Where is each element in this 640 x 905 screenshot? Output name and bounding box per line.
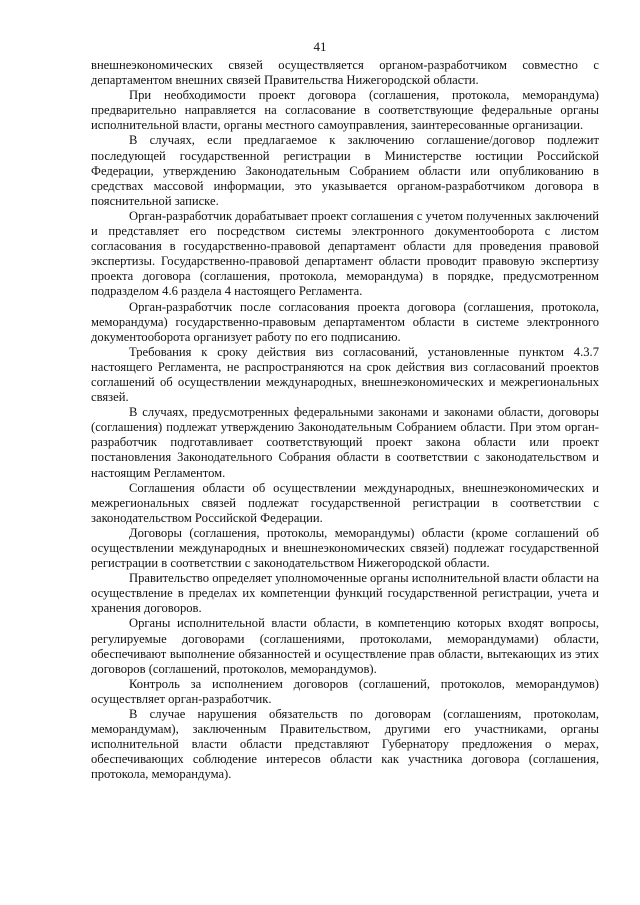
page-number: 41 <box>313 39 327 54</box>
paragraph: Соглашения области об осуществлении международных, внешнеэкономических и межрегиональных связей подлежат государственной регистрации в соответствии с законодательством Российской Федерации. <box>91 480 599 525</box>
paragraph: При необходимости проект договора (соглашения, протокола, меморандума) предварительно направляется на согласование в соответствующие федеральные органы исполнительной власти, органы местного самоуправления, заинтересованные организации. <box>91 88 599 133</box>
paragraph: Органы исполнительной власти области, в компетенцию которых входят вопросы, регулируемые договорами (соглашениями, протоколами, меморандумами) области, обеспечивают выполнение обязанностей и осуществление прав области, вытекающих из этих договоров (соглашений, протоколов, меморандумов). <box>91 616 599 676</box>
paragraph: Требования к сроку действия виз согласований, установленные пунктом 4.3.7 настоящего Регламента, не распространяются на срок действия виз согласований проектов соглашений об осуществлении международных, внешнеэкономических и межрегиональных связей. <box>91 344 599 405</box>
paragraph: Орган-разработчик после согласования проекта договора (соглашения, протокола, меморандума) государственно-правовым департаментом области в системе электронного документооборота организует работу по его подписанию. <box>91 299 599 344</box>
paragraph: Правительство определяет уполномоченные органы исполнительной власти области на осуществление в пределах их компетенции функций государственной регистрации, учета и хранения договоров. <box>91 571 599 616</box>
paragraph: Контроль за исполнением договоров (соглашений, протоколов, меморандумов) осуществляет орган-разработчик. <box>91 676 599 706</box>
paragraph: Орган-разработчик дорабатывает проект соглашения с учетом полученных заключений и представляет его посредством системы электронного документооборота с листом согласования в государственно-правовой департамент области для проведения правовой экспертизы. Государственно-правовой департамент области проводит правовую экспертизу проекта договора (соглашения, протокола, меморандума) в порядке, предусмотренном подразделом 4.6 раздела 4 настоящего Регламента. <box>91 208 599 299</box>
body-text <box>91 58 599 783</box>
paragraph: Договоры (соглашения, протоколы, меморандумы) области (кроме соглашений об осуществлении международных и внешнеэкономических связей) подлежат государственной регистрации в соответствии с законодательством Нижегородской области. <box>91 525 599 571</box>
paragraph: В случаях, предусмотренных федеральными законами и законами области, договоры (соглашения) подлежат утверждению Законодательным Собранием области. При этом орган-разработчик подготавливает соответствующий проект закона области или проект постановления Законодательного Собрания области в соответствии с законодательством и настоящим Регламентом. <box>91 405 599 480</box>
paragraph: В случаях, если предлагаемое к заключению соглашение/договор подлежит последующей государственной регистрации в Министерстве юстиции Российской Федерации, утверждению Законодательным Собранием области или опубликованию в средствах массовой информации, это указывается органом-разработчиком договора в пояснительной записке. <box>91 133 599 208</box>
paragraph-continued: внешнеэкономических связей осуществляется органом-разработчиком совместно с департаментом внешних связей Правительства Нижегородской области. <box>91 58 599 88</box>
paragraph: В случае нарушения обязательств по договорам (соглашениям, протоколам, меморандумам), заключенным Правительством, другими его участниками, органы исполнительной власти области представляют Губернатору предложения о мерах, обеспечивающих соблюдение интересов области как участника договора (соглашения, протокола, меморандума). <box>91 707 599 782</box>
